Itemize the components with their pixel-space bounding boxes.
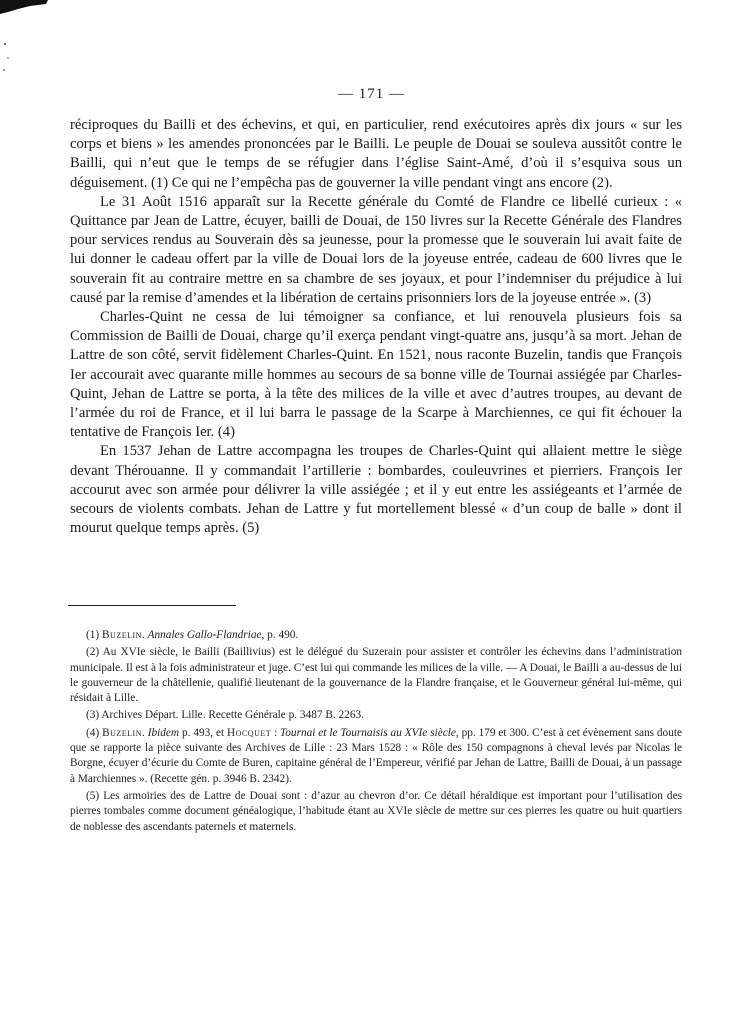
footnote-title: Tournai et le Tournaisis au XVIe siècle [280,726,456,739]
footnote-3: (3) Archives Départ. Lille. Recette Générale p. 3487 B. 2263. [86,709,364,722]
footnote-author: Buzelin [102,726,142,739]
footnote-text: p. 493, et [181,726,225,739]
page-number: — 171 — [338,86,405,102]
footnote-title: Annales Gallo-Flandriae [147,629,262,641]
main-text [70,116,682,538]
footnote-text: , p. 490. [261,629,299,641]
footnote-2: (2) Au XVIe siècle, le Bailli (Baillivius) est le délégué du Suzerain pour assister et contrôler les échevins dans l’administration municipale. Il est à la fois administrateur et juge. C’est lui qui commande les milices de la ville. — A Douai, le Bailli a au-dessus de lui le gouverneur de la châtellenie, qualifié lieutenant de la gouvernance de la Flandre française, et le Gouverneur général lui-même, qui résidait à Lille. [70,646,682,705]
footnote-1: (1) Buzelin. Annales Gallo-Flandriae, p. 490. [86,629,299,641]
footnote-author: Buzelin [102,629,142,641]
footnote-separator [68,605,236,606]
paragraph-3: Charles-Quint ne cessa de lui témoigner sa confiance, et lui renouvela plusieurs fois sa Commission de Bailli de Douai, charge qu’il exerça pendant vingt-quatre ans, jusqu’à sa mort. Jehan de Lattre de son côté, servit fidèlement Charles-Quint. En 1521, nous raconte Buzelin, tandis que François Ier accourait avec quarante mille hommes au secours de sa bonne ville de Tournai assiégée par Charles-Quint, Jehan de Lattre se porta, à la tête des milices de la ville et avec d’autres troupes, au devant de l’armée du roi de France, et il lui barra le passage de la Scarpe à Marchiennes, ce qui fit échouer la tentative de François Ier. (4) [70,309,682,441]
footnote-5: (5) Les armoiries des de Lattre de Douai sont : d’azur au chevron d’or. Ce détail héraldique est important pour l’utilisation des pierres tombales comme document généalogique, l’habitude étant au XVIe siècle de mettre sur ces pierres les quatre ou huit quartiers de noblesse des ascendants paternels et maternels. [70,789,682,833]
footnote-author: Hocquet [227,726,272,739]
footnote-ibidem: Ibidem [147,726,180,739]
paragraph-4: En 1537 Jehan de Lattre accompagna les troupes de Charles-Quint qui allaient mettre le siège devant Thérouanne. Il y commandait l’artillerie : bombardes, couleuvrines et pierriers. François Ier accourut avec son armée pour délivrer la ville assiégée ; et il y eut entre les assiégeants et l’armée de secours de violents combats. Jehan de Lattre y fut mortellement blessé « d’un coup de balle » dont il mourut quelque temps après. (5) [70,443,682,537]
scan-corner-mark [0,0,48,14]
paragraph-2: Le 31 Août 1516 apparaît sur la Recette générale du Comté de Flandre ce libellé curieux : « Quittance par Jean de Lattre, écuyer, bailli de Douai, de 150 livres sur la Recette Générale des Flandres pour services rendus au Souverain dès sa jeunesse, pour la promesse que le souverain lui avait faite de lui donner le cadeau offert par la ville de Douai lors de la joyeuse entrée, cadeau de 600 livres que le souverain fit au contraire mettre en sa chambre de ses joyaux, et pour l’indemniser du préjudice à lui causé par la remise d’amendes et la libération de certains prisonniers lors de la joyeuse entrée ». (3) [70,193,682,306]
footnotes [70,628,682,837]
paragraph-1: réciproques du Bailli et des échevins, et qui, en particulier, rend exécutoires après dix jours « sur les corps et biens » les amendes prononcées par le Bailli. Le peuple de Douai se souleva aussitôt contre le Bailli, qui n’eut que le temps de se réfugier dans l’église Saint-Amé, d’où il s’esquiva sous un déguisement. (1) Ce qui ne l’empêcha pas de gouverner la ville pendant vingt ans encore (2). [70,117,682,191]
footnote-number: (4) [86,726,100,739]
footnote-number: (1) [86,629,100,641]
scan-edge-specks [2,40,12,80]
footnote-text: , pp. 179 et 300. C’est à cet évènement sans doute que se rapporte la pièce suivante des Archives de Lille : 23 Mars 1528 : « Rôle des 150 compagnons à cheval levés par Nicolas le Borgne, écuyer d’écurie du Comte de Buren, capitaine général de l’Empereur, vérifié par Jehan de Lattre, Bailli de Douai, à un passage à Marchiennes ». (Recette gén. p. 3946 B. 2342). [70,726,683,785]
footnote-4: (4) Buzelin. Ibidem p. 493, et Hocquet : Tournai et le Tournaisis au XVIe siècle, pp. 179 et 300. C’est à cet évènement sans doute que se rapporte la pièce suivante des Archives de Lille : 23 Mars 1528 : « Rôle des 150 compagnons à cheval levés par Nicolas le Borgne, écuyer d’écurie du Comte de Buren, capitaine général de l’Empereur, vérifié par Jehan de Lattre, Bailli de Douai, à un passage à Marchiennes ». (Recette gén. p. 3946 B. 2342). [70,726,683,785]
